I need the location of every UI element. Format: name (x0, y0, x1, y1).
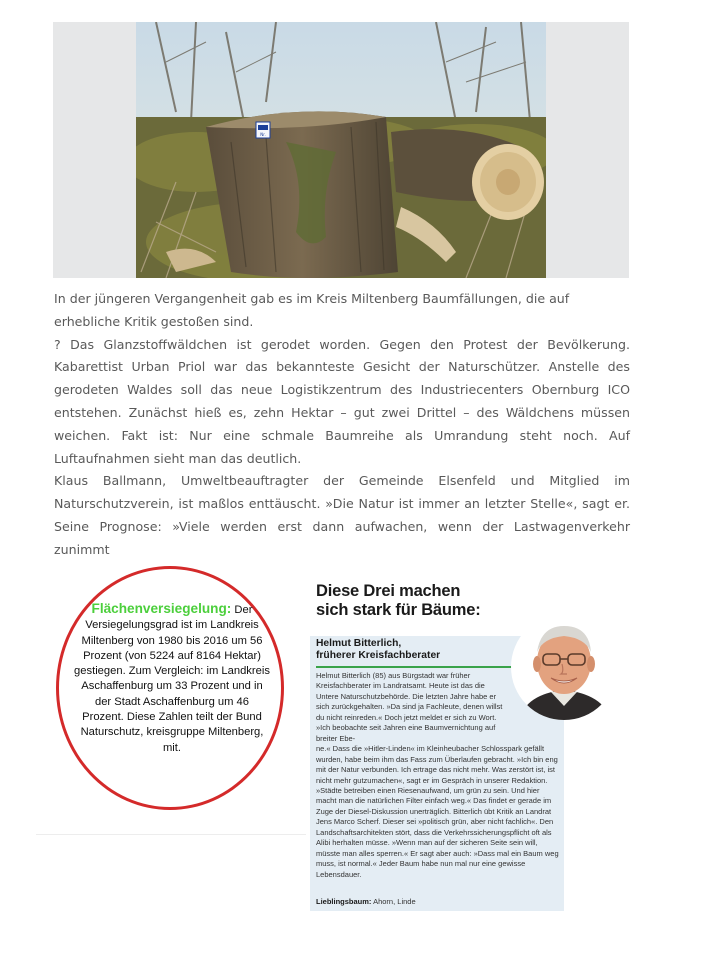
article-paragraph-ballmann: Klaus Ballmann, Umweltbeauftragter der Gemeinde Elsenfeld und Mitglied im Naturschutzverein, ist maßlos enttäuscht. »Die Natur ist immer an letzter Stelle«, sagt er. Seine Prognose: »Viele werden erst dann aufwachen, wenn der Lastwagenverkehr zunimmt (54, 473, 630, 557)
favorite-tree-value: Ahorn, Linde (371, 897, 416, 906)
clipping-rule (316, 666, 516, 668)
portrait-photo (511, 614, 617, 720)
clipping-headline-line-1: Diese Drei machen (316, 582, 461, 600)
tree-tag-label: Nr. (260, 132, 266, 137)
favorite-tree-label: Lieblingsbaum: (316, 897, 372, 906)
sealing-note-body: Der Versiegelungsgrad ist im Landkreis Miltenberg von 1980 bis 2016 um 56 Prozent (von 5224 auf 8164 Hektar) gestiegen. Zum Vergleich: im Landkreis Aschaffenburg um 33 Prozent und in der Stadt Aschaffenburg um 46 Prozent. Diese Zahlen teilt der Bund Naturschutz, kreisgruppe Miltenberg, mit. (74, 604, 270, 754)
clipping-body-wide: ne.« Dass die »Hitler-Linden« im Kleinheubacher Schlosspark gefällt wurden, habe beim ihm das Fass zum Überlaufen gebracht. »Ich bin eng mit der Natur verbunden. Ich ertrage das nicht mehr. Was zerstört ist, ist nicht mehr gutzumachen«, sagt er im Gespräch in unserer Redaktion. »Städte betreiben einen Riesenaufwand, um grün zu sein. Und hier macht man die natürlichen Filter einfach weg.« Das findet er gerade im Zuge der Diesel-Diskussion unerträglich. Bitterlich übt Kritik an Landrat Jens Marco Scherf. Dieser sei »politisch grün, aber nicht fachlich«. Den Landschaftsarchitekten stört, dass die Verkehrssicherungspflicht oft als Alibi herhalten müsse. »Wenn man auf der sicheren Seite sein will, müsste man alles sperren.« Er sagt aber auch: »Dass mal ein Baum weg muss, ist normal.« Jeder Baum habe nun mal nur eine gewisse Lebensdauer. (316, 744, 559, 879)
person-name: Helmut Bitterlich, (316, 638, 402, 649)
tree-stump-photo (136, 22, 546, 278)
clipping-byline (316, 638, 516, 662)
clipping-headline-line-2: sich stark für Bäume: (316, 601, 481, 619)
person-role: früherer Kreisfachberater (316, 650, 441, 661)
divider-line (36, 834, 306, 835)
sealing-note (74, 601, 270, 756)
sealing-note-heading: Flächenversiegelung: (91, 601, 232, 616)
tree-stump-illustration (136, 22, 546, 278)
article-text (54, 288, 630, 562)
article-paragraph-glanzstoff: ? Das Glanzstoffwäldchen ist gerodet worden. Gegen den Protest der Bevölkerung. Kabarettist Urban Priol war das bekannteste Gesicht der Naturschützer. Anstelle des gerodeten Waldes soll das neue Logistikzentrum des Industriecenters Obernburg ICO entstehen. Zunächst hieß es, zehn Hektar – gut zwei Drittel – des Wäldchens müssen weichen. Fakt ist: Nur eine schmale Baumreihe als Umrandung steht noch. Auf Luftaufnahmen sieht man das deutlich. (54, 336, 630, 466)
clipping-body-narrow: Helmut Bitterlich (85) aus Bürgstadt war früher Kreisfachberater im Landratsamt. Heute ist das die Untere Naturschutzbehörde. Die letzten Jahre habe er sich zurückgehalten. »Da sind ja Fachleute, denen willst du nicht reinreden.« Doch jetzt meldet er sich zu Wort. »Ich beobachte seit Jahren eine Baumvernichtung auf breiter Ebe- (316, 671, 503, 743)
portrait-illustration (511, 614, 617, 720)
favorite-tree (316, 897, 416, 906)
clipping-headline (316, 582, 566, 620)
article-paragraph-intro: In der jüngeren Vergangenheit gab es im Kreis Miltenberg Baumfällungen, die auf erhebliche Kritik gestoßen sind. (54, 291, 570, 329)
clipping-body (316, 671, 560, 880)
